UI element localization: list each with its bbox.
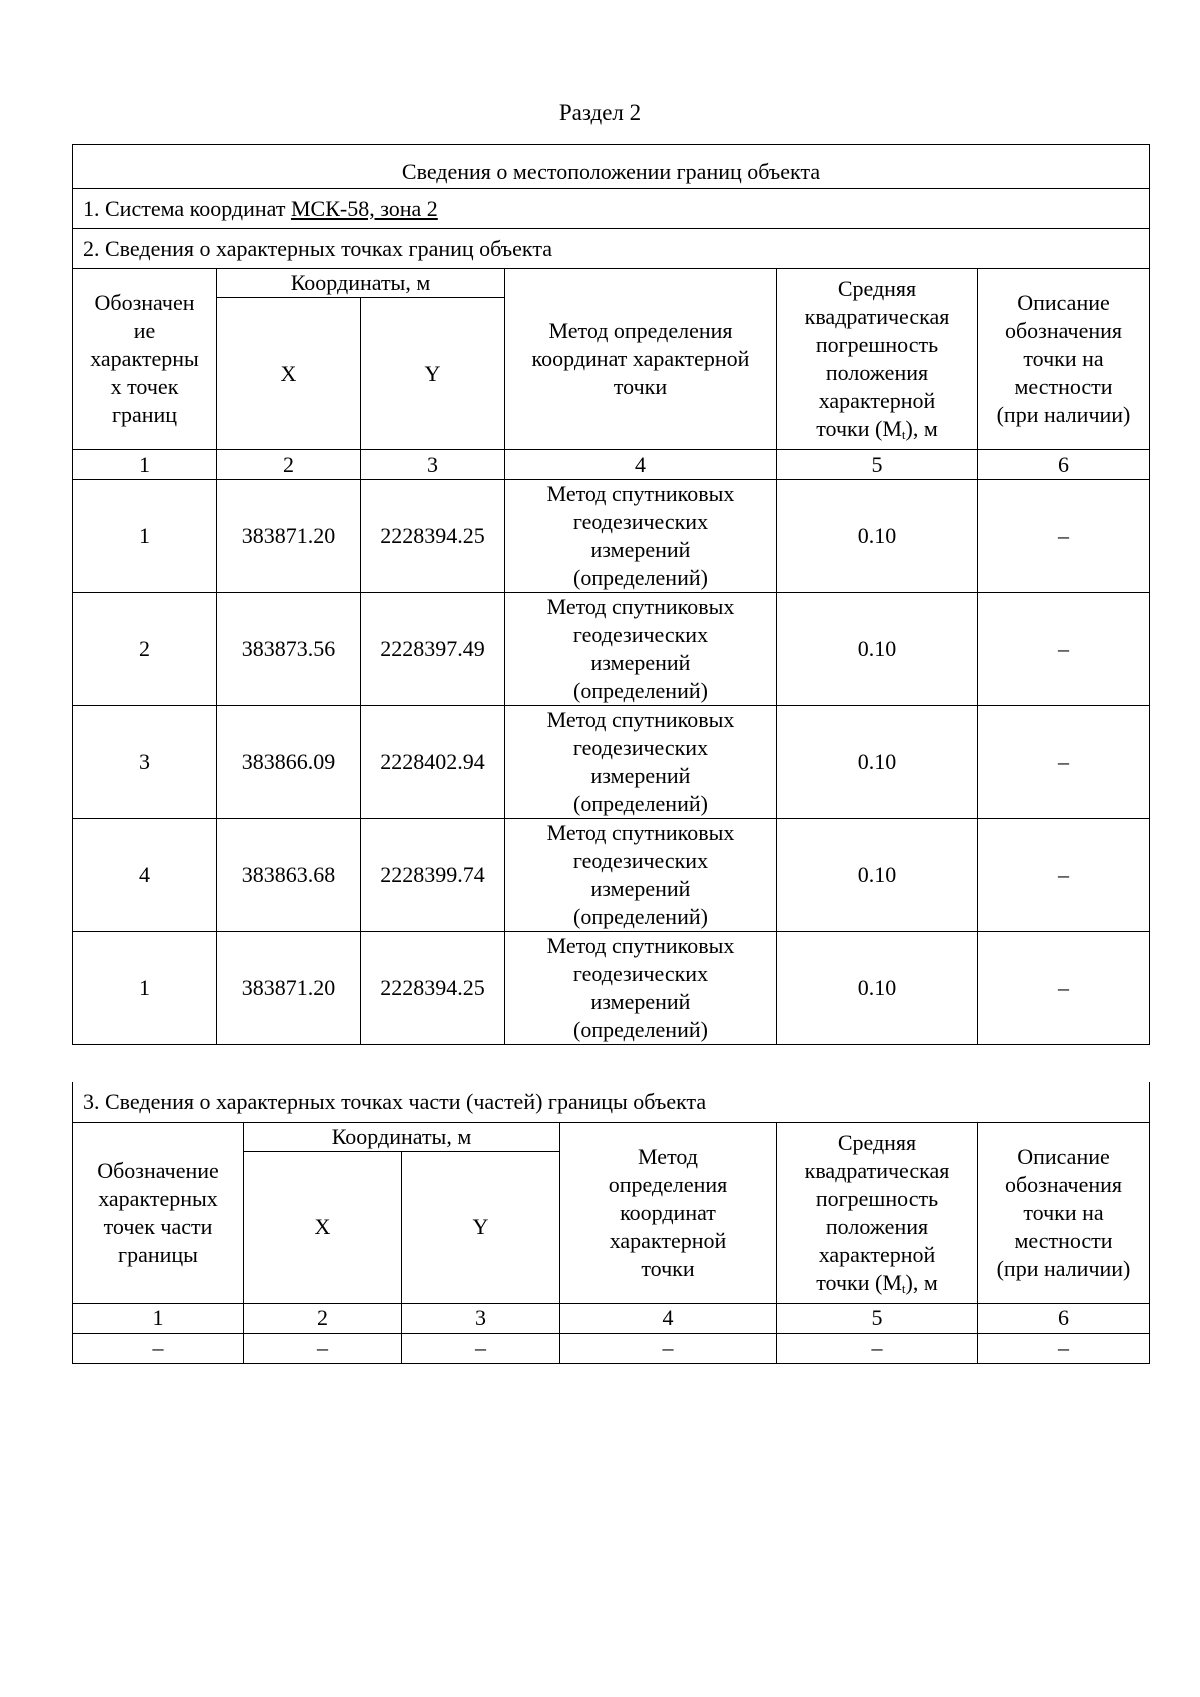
error-cell: 0.10 <box>777 480 978 593</box>
y-header: Y <box>402 1151 560 1303</box>
table-row <box>73 819 1150 932</box>
error-header: Средняя квадратическая погрешность положения характерной точки $(M_t)$, м <box>777 1122 978 1303</box>
y-cell: 2228397.49 <box>361 593 505 706</box>
error-header: Средняя квадратическая погрешность положения характерной точки $(M_t)$, м <box>777 269 978 450</box>
description-cell: – <box>978 480 1150 593</box>
point-cell: 1 <box>73 932 217 1045</box>
point-cell: 1 <box>73 480 217 593</box>
x-cell: 383866.09 <box>217 706 361 819</box>
table-row <box>73 706 1150 819</box>
method-cell: Метод спутниковых геодезических измерений (определений) <box>505 706 777 819</box>
section-3-title: 3. Сведения о характерных точках части (частей) границы объекта <box>73 1082 1150 1122</box>
description-header: Описание обозначения точки на местности (при наличии) <box>978 269 1150 450</box>
method-header: Метод определения координат характерной точки <box>505 269 777 450</box>
column-numbers-row: 1 2 3 4 5 6 <box>73 1303 1150 1333</box>
description-cell: – <box>978 819 1150 932</box>
method-cell: Метод спутниковых геодезических измерений (определений) <box>505 932 777 1045</box>
coord-system-label: 1. Система координат <box>83 195 291 221</box>
coords-header: Координаты, м <box>244 1122 560 1151</box>
y-header: Y <box>361 298 505 450</box>
error-cell: 0.10 <box>777 706 978 819</box>
x-header: X <box>244 1151 402 1303</box>
description-header: Описание обозначения точки на местности (при наличии) <box>978 1122 1150 1303</box>
x-cell: 383863.68 <box>217 819 361 932</box>
y-cell: 2228402.94 <box>361 706 505 819</box>
column-numbers-row: 1 2 3 4 5 6 <box>73 450 1150 480</box>
coord-system-row <box>73 189 1150 229</box>
description-cell: – <box>978 593 1150 706</box>
method-cell: Метод спутниковых геодезических измерений (определений) <box>505 819 777 932</box>
y-cell: 2228394.25 <box>361 480 505 593</box>
description-cell: – <box>978 932 1150 1045</box>
point-cell: 2 <box>73 593 217 706</box>
point-header: Обозначен ие характерны х точек границ <box>73 269 217 450</box>
coords-header: Координаты, м <box>217 269 505 298</box>
point-header: Обозначение характерных точек части границы <box>73 1122 244 1303</box>
x-cell: 383873.56 <box>217 593 361 706</box>
point-cell: 3 <box>73 706 217 819</box>
boundary-points-table <box>72 144 1150 1045</box>
page-title: Раздел 2 <box>558 100 642 125</box>
x-header: X <box>217 298 361 450</box>
coord-system-value: МСК-58, зона 2 <box>290 195 438 221</box>
part-boundary-points-table <box>72 1082 1150 1364</box>
table-row <box>73 932 1150 1045</box>
method-cell: Метод спутниковых геодезических измерений (определений) <box>505 593 777 706</box>
x-cell: 383871.20 <box>217 480 361 593</box>
table-row <box>73 480 1150 593</box>
table-title: Сведения о местоположении границ объекта <box>73 145 1150 189</box>
method-header: Метод определения координат характерной точки <box>560 1122 777 1303</box>
table-row: – – – – – – <box>73 1333 1150 1363</box>
section-2-title: 2. Сведения о характерных точках границ объекта <box>73 229 1150 269</box>
description-cell: – <box>978 706 1150 819</box>
x-cell: 383871.20 <box>217 932 361 1045</box>
error-cell: 0.10 <box>777 593 978 706</box>
y-cell: 2228399.74 <box>361 819 505 932</box>
table-row <box>73 593 1150 706</box>
y-cell: 2228394.25 <box>361 932 505 1045</box>
point-cell: 4 <box>73 819 217 932</box>
error-cell: 0.10 <box>777 819 978 932</box>
error-cell: 0.10 <box>777 932 978 1045</box>
method-cell: Метод спутниковых геодезических измерений (определений) <box>505 480 777 593</box>
